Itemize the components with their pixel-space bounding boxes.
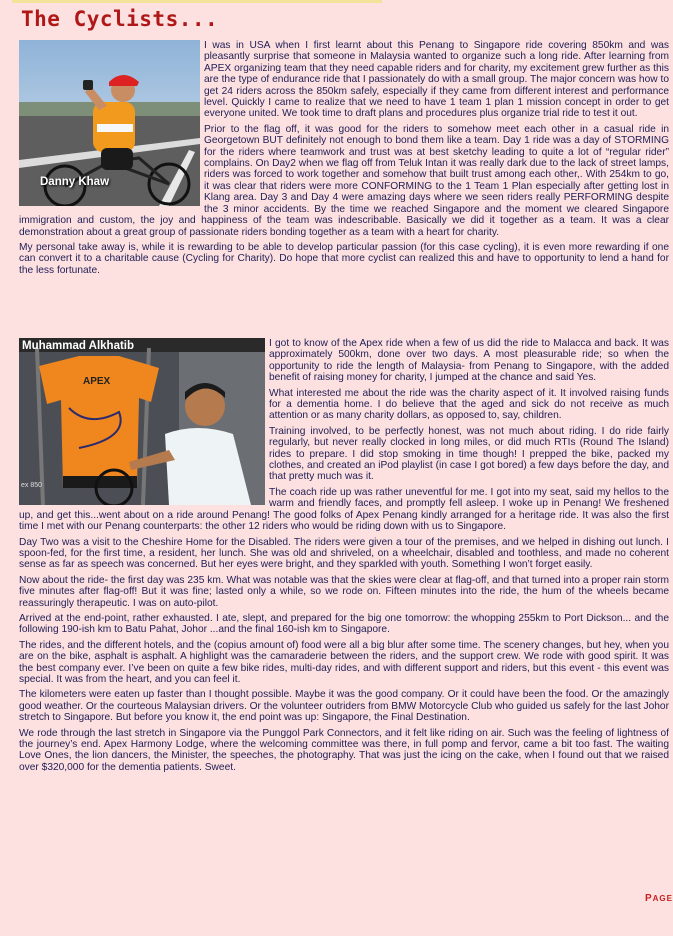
top-accent-bar bbox=[12, 0, 382, 3]
photo-danny-khaw bbox=[19, 40, 200, 206]
story2-paragraph: Training involved, to be perfectly honest, was not much about riding. I do ride fairly regularly, but never really clocked in long miles, or did much RTIs (Round The Island) rides to prepare. I did stop smoking in time though! I prepped the bike, packed my clothes, and created an iPod playlist (in case I got bored) a few days before the day, and that pretty much was it. bbox=[269, 425, 669, 483]
story2-paragraph: The coach ride up was rather uneventful for me. I got into my seat, said my hellos to the warm and friendly faces, and promptly fell asleep. I woke up in Penang! We freshened up, and get this...went about on a ride around Penang! The good folks of Apex Penang kindly arranged for a heritage ride. It was also the first time I met with our Penang counterparts: the other 12 riders who would be riding down with us to Singapore. bbox=[19, 486, 669, 533]
story2-paragraph: What interested me about the ride was the charity aspect of it. It involved raising funds for a dementia home. I do believe that the aged and sick do not receive as much attention or as many charity dollars, as opposed to, say, children. bbox=[269, 387, 669, 422]
jersey-logo-text: APEX bbox=[83, 376, 111, 387]
photo-caption-danny-khaw: Danny Khaw bbox=[40, 176, 110, 188]
story2-paragraph: I got to know of the Apex ride when a few of us did the ride to Malacca and back. It was approximately 500km, done over two days. A most pleasurable ride; so when the opportunity to ride the length of Malaysia- from Penang to Singapore, with the added benefit of raising money for charity, I jumped at the chance and said Yes. bbox=[269, 338, 669, 384]
story-danny-khaw bbox=[19, 40, 669, 280]
story2-paragraph: The kilometers were eaten up faster than I thought possible. Maybe it was the good company. Or it could have been the food. Or the amazingly good weather. Or the courteous Malaysian drivers. Or the volunteer outriders from BMW Motorcycle Club who guided us safely for the last Johor stretch to Singapore. But before you know it, the end point was up: Singapore, the Final Destination. bbox=[19, 689, 669, 724]
story2-paragraph: Day Two was a visit to the Cheshire Home for the Disabled. The riders were given a tour of the premises, and we helped in dishing out lunch. I spoon-fed, for the first time, a resident, her lunch. She was old and shriveled, on a wheelchair, disabled and toothless, and made no coherent sense as far as speech was concerned. But her eyes were bright, and they sparkled with youth. Something I won’t forget easily. bbox=[19, 536, 669, 571]
page-footer-label: PAGE bbox=[644, 893, 673, 904]
story1-paragraph: I was in USA when I first learnt about this Penang to Singapore ride covering 850km and was pleasantly surprise that someone in Malaysia wanted to organize such a long ride. After learning from APEX organizing team that they need capable riders and for charity, my excitement grew further as this are the type of endurance ride that I passionately do with a small group. The major concern was how to get 24 riders across the 850km safely, especially if they came from different interest and performance level. Quickly I came to realize that we need to have 1 team 1 plan 1 mission concept in order to get everyone united. We took time to draft plans and procedures plus organize trial ride to test it out. bbox=[204, 40, 669, 120]
page-title: The Cyclists... bbox=[21, 7, 219, 31]
story1-paragraph: My personal take away is, while it is rewarding to be able to develop particular passion (for this case cycling), it is even more rewarding if one can convert it to a charitable cause (Cycling for Charity). Do hope that more cyclist can realized this and have to opportunity to lend a hand for the less fortunate. bbox=[19, 241, 669, 276]
story1-paragraph: Prior to the flag off, it was good for the riders to somehow meet each other in a casual ride in Georgetown BUT definitely not enough to bond them like a team. Day 1 ride was a day of STORMING for the riders where teamwork and trust was at best sketchy leading to quite a lot of “regular rider” complains. On Day2 when we flag off from Teluk Intan it was really dark due to the lack of street lamps, riders was forced to work together and somehow that built trust among each other,. With 254km to go, it was clear that riders were more CONFORMING to the 1 Team 1 Plan especially after getting lost in Klang area. Day 3 and Day 4 were amazing days where we seen riders really PERFORMING despite the 3 minor accidents. By the time we reached Singapore and the moment we cleared Singapore immigration and custom, the joy and happiness of the team was indescribable. Basically we did it together as a team. It was a clear demonstration about a great group of passionate riders bonding together as a team with a heart for charity. bbox=[19, 123, 669, 238]
photo-caption-muhammad-alkhatib: Muhammad Alkhatib bbox=[22, 340, 135, 352]
story-muhammad-alkhatib bbox=[19, 338, 669, 777]
story2-paragraph: Arrived at the end-point, rather exhausted. I ate, slept, and prepared for the big one tomorrow: the whopping 255km to Port Dickson... and the following 190-ish km to Batu Pahat, Johor ...and the final 160-ish km to Singapore. bbox=[19, 612, 669, 636]
photo-corner-tag: ex 850 bbox=[21, 482, 43, 489]
signing-jersey-photo-illustration bbox=[19, 338, 265, 505]
story2-paragraph: Now about the ride- the first day was 235 km. What was notable was that the skies were clear at flag-off, and that turned into a proper rain storm five minutes after flag-off! But it was fine; lasted only a while, so we rode on. Fifteen minutes into the ride, the hum of the wheels became reassuringly therapeutic. I was on auto-pilot. bbox=[19, 574, 669, 609]
photo-muhammad-alkhatib bbox=[19, 338, 265, 505]
story2-paragraph: The rides, and the different hotels, and the (copius amount of) food were all a big blur after some time. The scenery changes, but hey, when you are on the bike, asphalt is asphalt. A highlight was the camaraderie between the riders, and the support crew. We rode with good spirit. It was the best company ever. I’ve been on quite a few bike rides, multi-day rides, and with different support and riders, but this event - this event was special. It was from the heart, and you can feel it. bbox=[19, 639, 669, 685]
story2-paragraph: We rode through the last stretch in Singapore via the Punggol Park Connectors, and it felt like riding on air. Such was the feeling of lightness of the journey’s end. Apex Harmony Lodge, where the welcoming committee was there, in full pomp and fervor, came a bit too fast. The waiting Love Ones, the lion dancers, the Minister, the speeches, the photography. That was just the icing on the cake, when I found out that we raised over $320,000 for the dementia patients. Sweet. bbox=[19, 727, 669, 773]
